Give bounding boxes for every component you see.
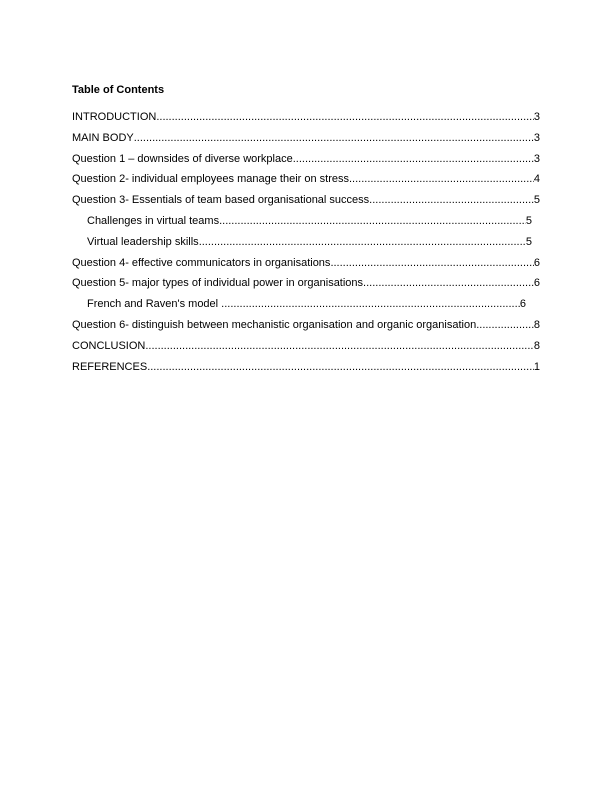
toc-entry-title: Question 2- individual employees manage their on stress [72,173,349,186]
toc-entry-title: CONCLUSION [72,339,146,352]
toc-entry-title: Question 5- major types of individual power in organisations [72,277,364,290]
toc-entry-challenges-virtual-teams[interactable] [72,214,532,235]
toc-leader-dots [349,172,534,186]
toc-page-number: 6 [533,256,540,269]
toc-entry-title: Question 6- distinguish between mechanistic organisation and organic organisation [72,318,477,331]
table-of-contents [72,110,540,380]
toc-leader-dots [145,339,534,353]
toc-entry-conclusion[interactable] [72,339,540,360]
toc-leader-dots [476,318,534,332]
toc-entry-question-3[interactable] [72,193,540,214]
toc-entry-title: INTRODUCTION [72,111,157,123]
toc-leader-dots [147,360,534,374]
toc-leader-dots [369,193,534,207]
toc-entry-title: REFERENCES [72,360,148,373]
toc-entry-title: Challenges in virtual teams [87,214,220,227]
toc-leader-dots [330,256,533,270]
toc-page-number: 6 [519,298,526,311]
toc-page-number: 3 [533,111,540,123]
toc-page-number: 5 [533,194,540,207]
toc-entry-main-body[interactable] [72,131,540,152]
toc-page-number: 5 [525,214,532,227]
toc-entry-title: Virtual leadership skills [87,235,199,248]
toc-page-number: 8 [533,318,540,331]
toc-leader-dots [219,214,526,228]
toc-entry-question-1[interactable] [72,152,540,173]
toc-entry-introduction[interactable] [72,110,540,131]
toc-entry-question-5[interactable] [72,276,540,297]
toc-entry-question-6[interactable] [72,318,540,339]
toc-leader-dots [156,110,534,124]
toc-entry-title: MAIN BODY [72,131,134,144]
toc-page-number: 3 [533,152,540,165]
toc-page-number: 5 [525,235,532,248]
toc-page-number: 4 [533,173,540,186]
toc-leader-dots [293,152,534,166]
toc-entry-title: Question 1 – downsides of diverse workplace [72,152,293,165]
toc-page-number: 8 [533,339,540,352]
toc-entry-title: French and Raven's model [87,298,222,311]
toc-leader-dots [199,235,526,249]
toc-entry-question-4[interactable] [72,256,540,277]
toc-entry-question-2[interactable] [72,172,540,193]
toc-page-number: 1 [533,360,540,373]
toc-entry-french-ravens-model[interactable] [72,297,526,318]
toc-entry-virtual-leadership-skills[interactable] [72,235,532,256]
toc-entry-references[interactable] [72,360,540,381]
toc-leader-dots [363,276,534,290]
toc-leader-dots [134,131,534,145]
toc-entry-title: Question 4- effective communicators in organisations [72,256,331,269]
toc-page-number: 3 [533,131,540,144]
toc-leader-dots [221,297,520,311]
toc-heading: Table of Contents [72,84,165,96]
toc-page-number: 6 [533,277,540,290]
toc-entry-title: Question 3- Essentials of team based organisational success [72,194,370,207]
